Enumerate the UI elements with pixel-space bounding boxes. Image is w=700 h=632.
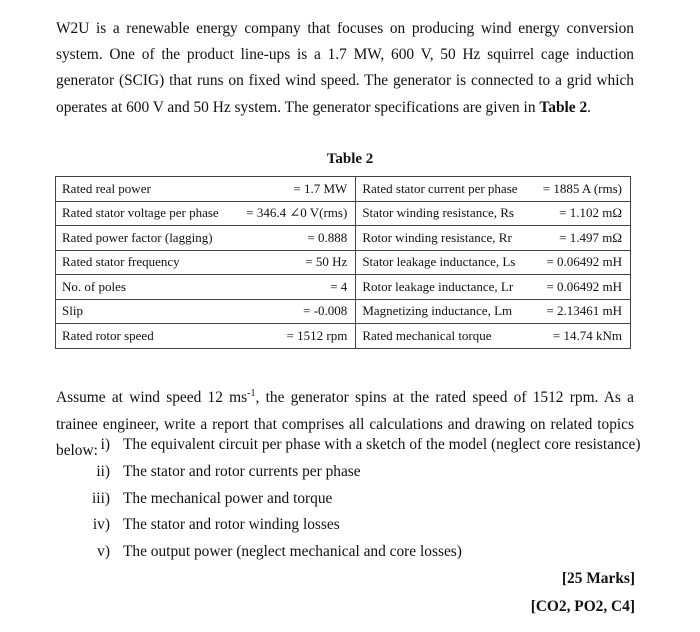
- table-cell-left: [56, 177, 356, 202]
- table-reference: Table 2: [539, 98, 588, 116]
- spec-value: = 50 Hz: [305, 254, 348, 270]
- spec-value: = 1.7 MW: [293, 180, 348, 196]
- spec-table: [55, 176, 631, 349]
- table-row: [56, 201, 631, 226]
- table-cell-right: [356, 275, 631, 300]
- spec-label: Magnetizing inductance, Lm: [362, 303, 513, 319]
- task-number: i): [100, 436, 110, 453]
- task-number: ii): [96, 462, 110, 480]
- task-text: The equivalent circuit per phase with a sketch of the model (neglect core resistance): [123, 436, 641, 453]
- total-marks: [25 Marks]: [561, 570, 635, 587]
- table-row: [56, 226, 631, 251]
- table-cell-left: [56, 324, 356, 349]
- table-row: [56, 324, 631, 349]
- table-cell-right: [356, 250, 631, 275]
- task-number: iv): [92, 516, 110, 534]
- table-row: [56, 299, 631, 324]
- table-cell-right: [356, 177, 631, 202]
- spec-label: Rated mechanical torque: [362, 327, 492, 343]
- spec-value: = 1.102 mΩ: [559, 205, 622, 221]
- spec-label: Slip: [62, 303, 83, 319]
- table-cell-left: [56, 226, 356, 251]
- spec-value: = 1512 rpm: [286, 327, 348, 343]
- spec-label: Rotor leakage inductance, Lr: [362, 278, 514, 294]
- task-text: The stator and rotor currents per phase: [123, 462, 361, 480]
- table-row: [56, 177, 631, 202]
- table-cell-left: [56, 250, 356, 275]
- spec-label: Rotor winding resistance, Rr: [362, 229, 512, 245]
- spec-value: = 0.06492 mH: [546, 278, 622, 294]
- spec-value: = 2.13461 mH: [546, 303, 622, 319]
- spec-value: = 4: [330, 278, 348, 294]
- task-item: [56, 486, 656, 513]
- exponent: -1: [247, 388, 256, 399]
- spec-label: Rated stator voltage per phase: [62, 205, 219, 221]
- table-cell-right: [356, 226, 631, 251]
- intro-text: W2U is a renewable energy company that focuses on producing wind energy conversion system. One of the product line-ups is a 1.7 MW, 600 V, 50 Hz squirrel cage induction generator (SCIG) that runs on fixed wind speed. The generator is connected to a grid which operates at 600 V and 50 Hz system. The generator specifications are given in: [56, 20, 634, 116]
- table-cell-left: [56, 275, 356, 300]
- task-item: [56, 539, 656, 566]
- task-number: v): [97, 543, 110, 561]
- spec-label: Rated real power: [62, 180, 151, 196]
- task-item: [56, 459, 656, 486]
- spec-value: = 1.497 mΩ: [559, 229, 622, 245]
- spec-value: = 14.74 kNm: [552, 327, 622, 343]
- spec-label: Stator winding resistance, Rs: [362, 205, 514, 221]
- table-row: [56, 275, 631, 300]
- spec-value: = 0.888: [307, 229, 348, 245]
- table-cell-left: [56, 201, 356, 226]
- spec-label: Rated stator current per phase: [362, 180, 518, 196]
- intro-end: .: [587, 98, 592, 116]
- spec-label: No. of poles: [62, 278, 126, 294]
- task-text: The output power (neglect mechanical and core losses): [123, 543, 462, 561]
- task-item: [56, 432, 656, 459]
- assumption-text-1: Assume at wind speed 12 ms: [56, 389, 248, 407]
- course-outcomes: [CO2, PO2, C4]: [530, 597, 635, 615]
- spec-value: = 1885 A (rms): [542, 180, 622, 196]
- table-cell-right: [356, 299, 631, 324]
- marks-block: [531, 565, 635, 620]
- spec-value: = 346.4 ∠0 V(rms): [246, 205, 348, 221]
- spec-label: Rated rotor speed: [62, 327, 154, 343]
- spec-label: Rated stator frequency: [62, 254, 180, 270]
- task-text: The stator and rotor winding losses: [123, 516, 340, 534]
- task-text: The mechanical power and torque: [123, 489, 333, 507]
- spec-label: Rated power factor (lagging): [62, 229, 213, 245]
- intro-paragraph: [56, 16, 634, 121]
- table-cell-left: [56, 299, 356, 324]
- table-title: Table 2: [326, 151, 374, 167]
- task-list: [56, 432, 656, 566]
- table-cell-right: [356, 324, 631, 349]
- task-number: iii): [92, 489, 110, 507]
- task-item: [56, 512, 656, 539]
- spec-value: = -0.008: [303, 303, 348, 319]
- spec-label: Stator leakage inductance, Ls: [362, 254, 516, 270]
- spec-value: = 0.06492 mH: [546, 254, 622, 270]
- table-row: [56, 250, 631, 275]
- table-cell-right: [356, 201, 631, 226]
- assumption-text-2: , the generator spins at the rated speed of 1512 rpm. As a trainee engineer, write a report that comprises all calculations and drawing on related topics below:: [56, 389, 634, 460]
